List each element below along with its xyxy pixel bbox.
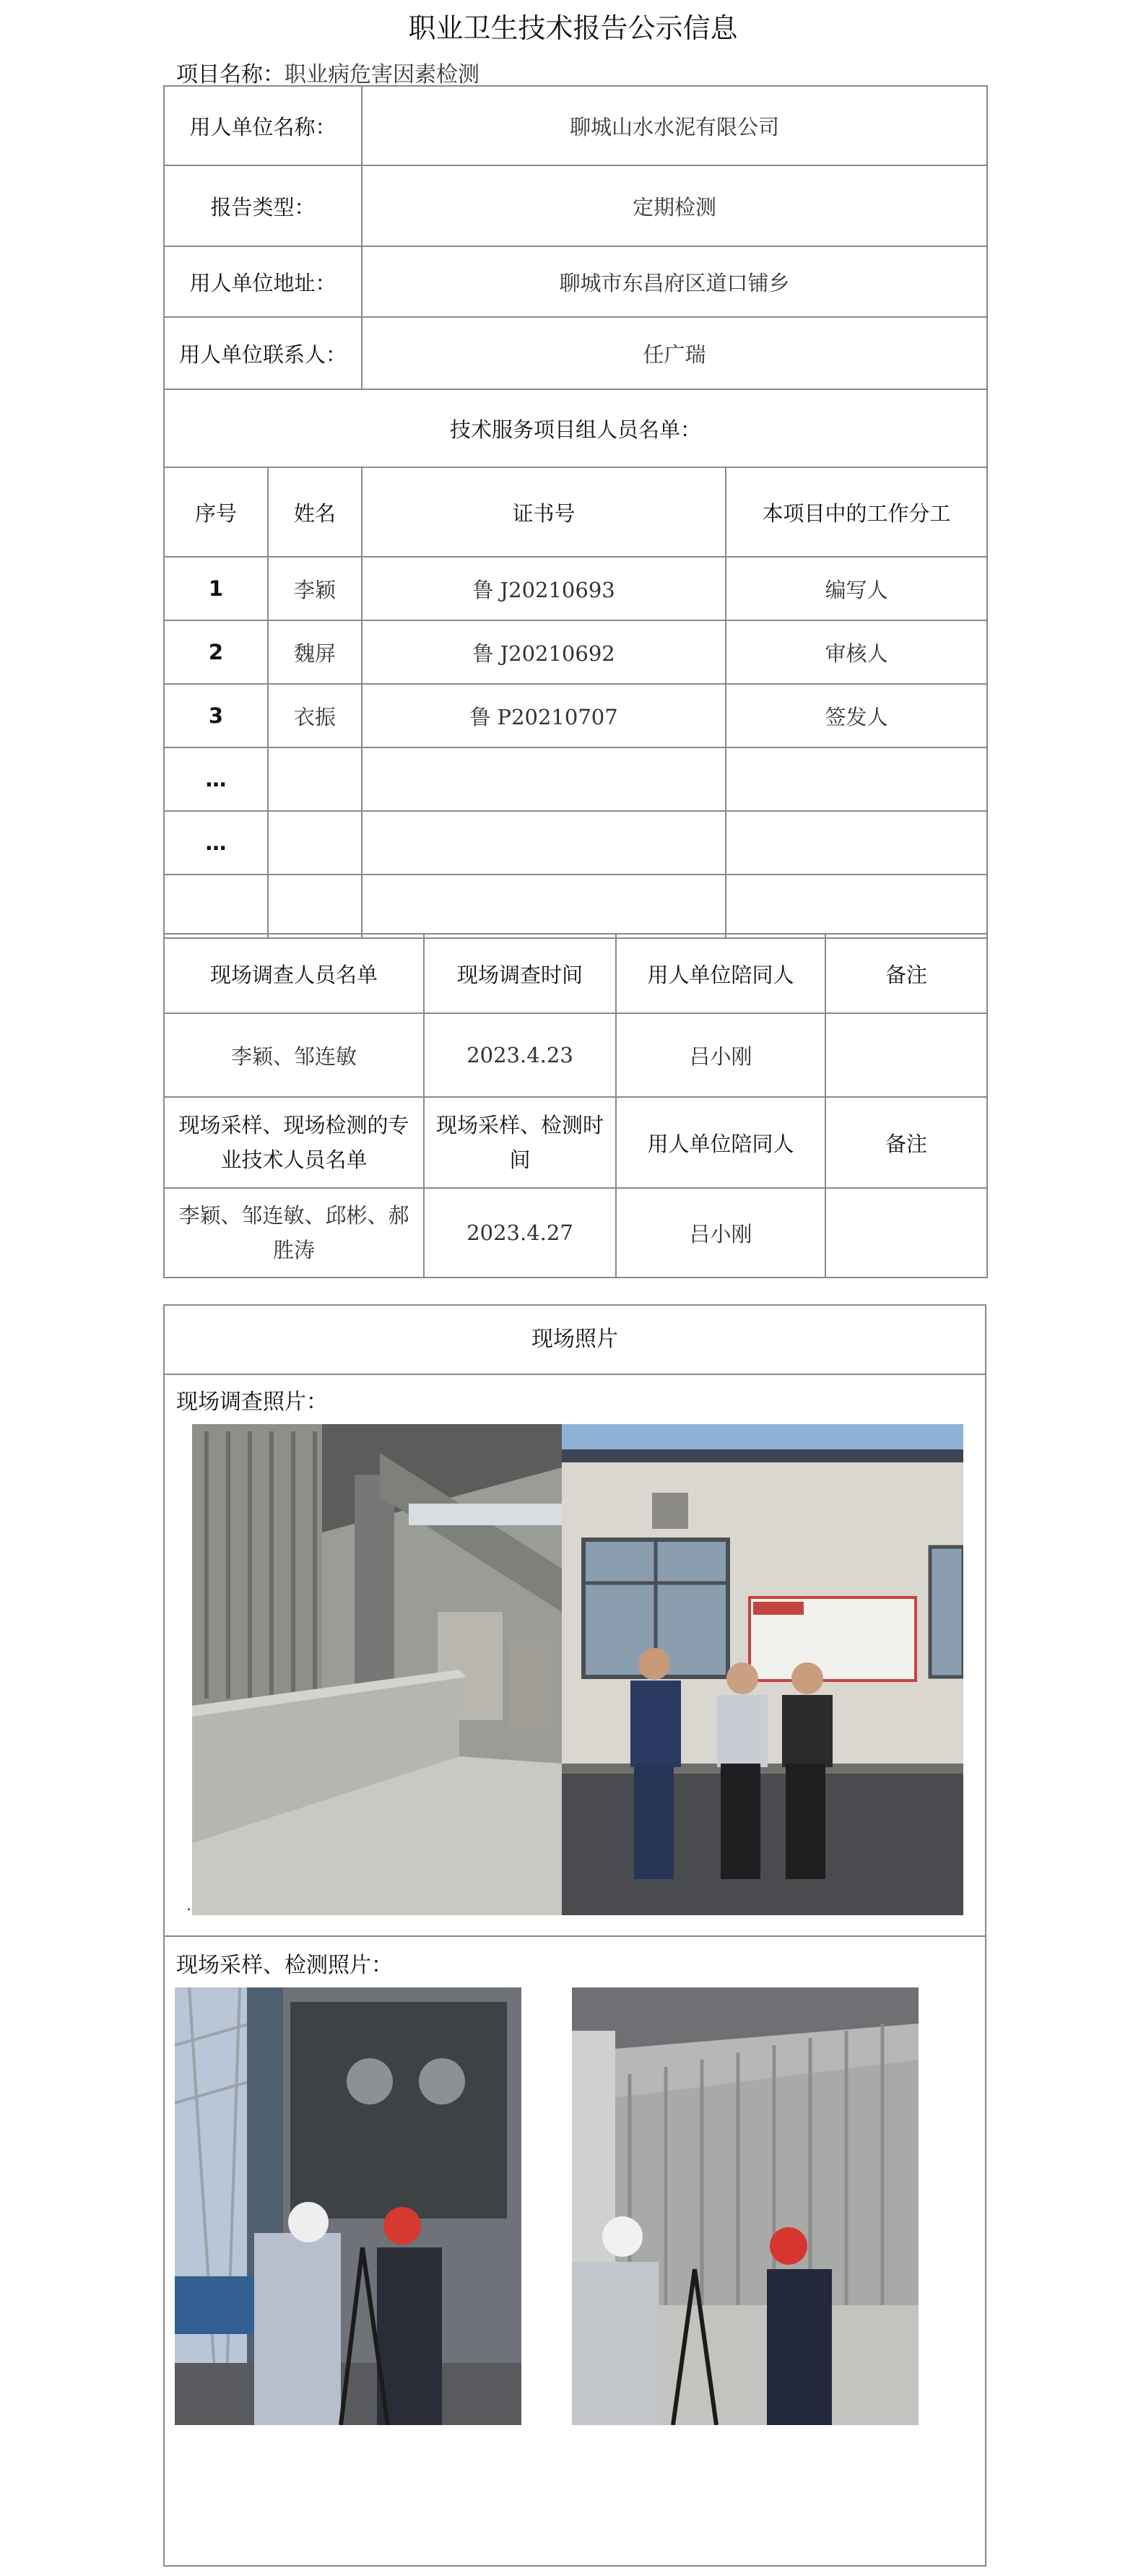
info-value: 聊城山水水泥有限公司	[362, 86, 987, 165]
survey-photo-dot: .	[186, 1896, 191, 1914]
team-header-row	[164, 467, 987, 557]
info-table	[163, 85, 988, 939]
sampling-header-date: 现场采样、检测时间	[424, 1097, 616, 1188]
row-cert	[362, 811, 726, 875]
survey-note	[825, 1013, 987, 1097]
table-row	[164, 747, 987, 811]
sampling-header-staff: 现场采样、现场检测的专业技术人员名单	[164, 1097, 424, 1188]
team-heading: 技术服务项目组人员名单：	[164, 389, 987, 467]
row-no: …	[164, 811, 268, 875]
info-label: 用人单位联系人：	[164, 317, 362, 389]
sampling-staff: 李颖、邹连敏、邱彬、郝胜涛	[164, 1188, 424, 1278]
photos-divider	[165, 1935, 985, 1937]
row-role: 编写人	[726, 557, 987, 620]
survey-photo-factory	[192, 1424, 562, 1915]
project-line	[176, 56, 479, 88]
project-value: 职业病危害因素检测	[285, 62, 479, 87]
row-role: 签发人	[726, 684, 987, 747]
sampling-note	[825, 1188, 987, 1278]
survey-header-note: 备注	[825, 934, 987, 1013]
info-value: 聊城市东昌府区道口铺乡	[362, 246, 987, 317]
survey-date: 2023.4.23	[424, 1013, 616, 1097]
info-label: 用人单位地址：	[164, 246, 362, 317]
survey-header-staff: 现场调查人员名单	[164, 934, 424, 1013]
info-value: 任广瑞	[362, 317, 987, 389]
sampling-header-note: 备注	[825, 1097, 987, 1188]
row-name: 衣振	[268, 684, 362, 747]
photos-section	[163, 1304, 986, 2567]
survey-header-row	[164, 934, 987, 1013]
team-heading-row	[164, 389, 987, 467]
survey-escort: 吕小刚	[616, 1013, 825, 1097]
project-label: 项目名称：	[176, 62, 285, 87]
survey-table	[163, 933, 988, 1278]
col-header-no: 序号	[164, 467, 268, 557]
info-row	[164, 86, 987, 165]
row-role: 审核人	[726, 620, 987, 684]
sampling-photo-wall	[572, 1987, 919, 2425]
row-cert: 鲁 J20210692	[362, 620, 726, 684]
row-name: 李颖	[268, 557, 362, 620]
row-name: 魏屏	[268, 620, 362, 684]
row-role	[726, 747, 987, 811]
row-role	[726, 875, 987, 938]
table-row	[164, 875, 987, 938]
row-name	[268, 747, 362, 811]
sampling-escort: 吕小刚	[616, 1188, 825, 1278]
info-label: 用人单位名称：	[164, 86, 362, 165]
info-row	[164, 246, 987, 317]
row-no	[164, 875, 268, 938]
row-cert: 鲁 J20210693	[362, 557, 726, 620]
info-value: 定期检测	[362, 165, 987, 246]
info-label: 报告类型：	[164, 165, 362, 246]
row-name	[268, 875, 362, 938]
info-row	[164, 165, 987, 246]
sampling-row	[164, 1188, 987, 1278]
survey-header-escort: 用人单位陪同人	[616, 934, 825, 1013]
survey-staff: 李颖、邹连敏	[164, 1013, 424, 1097]
row-cert	[362, 747, 726, 811]
row-role	[726, 811, 987, 875]
row-cert	[362, 875, 726, 938]
row-no: 3	[164, 684, 268, 747]
row-no: …	[164, 747, 268, 811]
table-row	[164, 557, 987, 620]
info-row	[164, 317, 987, 389]
row-no: 2	[164, 620, 268, 684]
row-name	[268, 811, 362, 875]
sampling-header-row	[164, 1097, 987, 1188]
table-row	[164, 620, 987, 684]
sampling-photo-machine	[175, 1987, 521, 2425]
survey-header-date: 现场调查时间	[424, 934, 616, 1013]
row-no: 1	[164, 557, 268, 620]
sampling-header-escort: 用人单位陪同人	[616, 1097, 825, 1188]
sampling-photos-label: 现场采样、检测照片：	[176, 1953, 393, 1978]
page-title: 职业卫生技术报告公示信息	[408, 12, 738, 44]
col-header-name: 姓名	[268, 467, 362, 557]
sampling-date: 2023.4.27	[424, 1188, 616, 1278]
col-header-cert: 证书号	[362, 467, 726, 557]
survey-photo-group	[562, 1424, 963, 1915]
col-header-role: 本项目中的工作分工	[726, 467, 987, 557]
table-row	[164, 684, 987, 747]
photos-heading: 现场照片	[165, 1306, 985, 1375]
row-cert: 鲁 P20210707	[362, 684, 726, 747]
survey-row	[164, 1013, 987, 1097]
survey-photos-label: 现场调查照片：	[176, 1389, 328, 1415]
table-row	[164, 811, 987, 875]
